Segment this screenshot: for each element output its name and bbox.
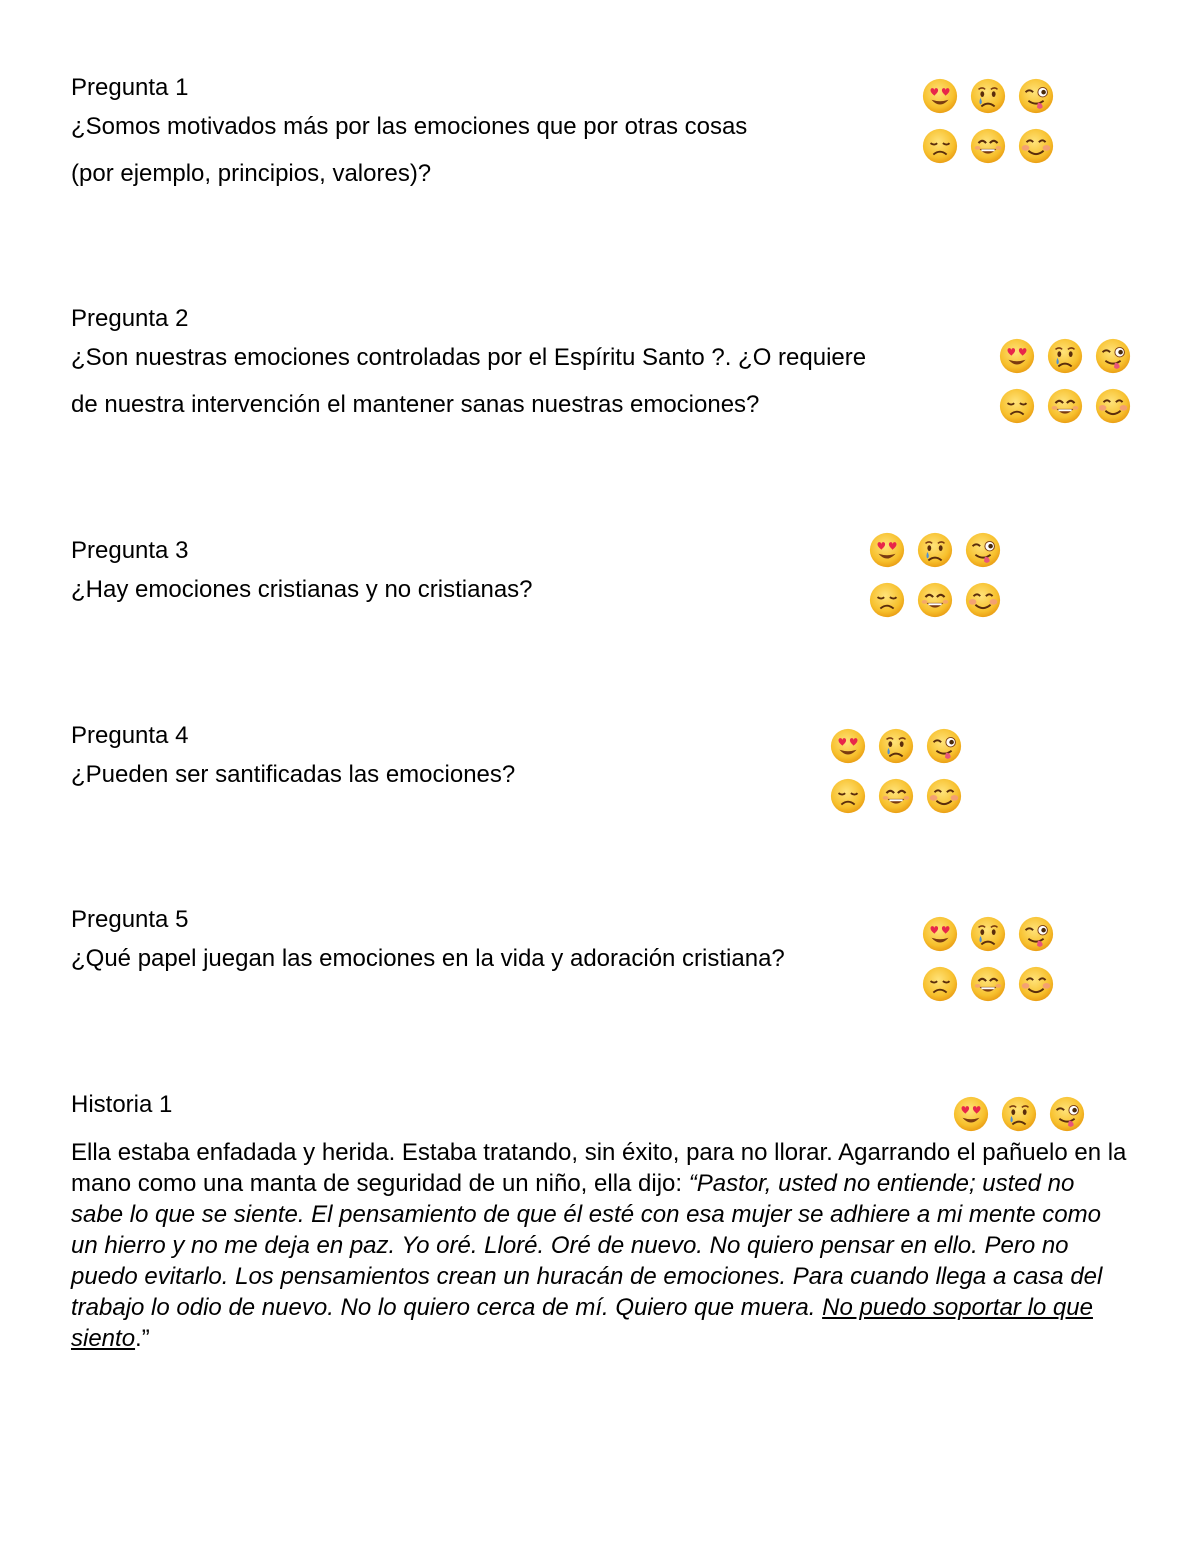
blushing-smile-icon[interactable] <box>1094 387 1132 425</box>
emoji-reaction-grid <box>868 531 1002 619</box>
emoji-reaction-grid <box>921 915 1055 1003</box>
winking-tongue-icon[interactable] <box>1094 337 1132 375</box>
question-title: Pregunta 2 <box>71 305 189 332</box>
heart-eyes-icon[interactable] <box>829 727 867 765</box>
story-underlined-text: No puedo soportar lo que siento <box>71 1294 1093 1352</box>
emoji-reaction-grid <box>921 77 1055 165</box>
sad-icon[interactable] <box>921 127 959 165</box>
story-body <box>71 1137 1131 1354</box>
blushing-smile-icon[interactable] <box>964 581 1002 619</box>
smiling-icon[interactable] <box>916 581 954 619</box>
emoji-reaction-grid <box>998 337 1132 425</box>
question-text-line: ¿Pueden ser santificadas las emociones? <box>71 761 516 788</box>
emoji-reaction-grid <box>829 727 963 815</box>
question-text-line: (por ejemplo, principios, valores)? <box>71 160 432 187</box>
crying-icon[interactable] <box>877 727 915 765</box>
emoji-reaction-grid <box>952 1095 1086 1133</box>
question-text-line: ¿Somos motivados más por las emociones que por otras cosas <box>71 113 748 140</box>
heart-eyes-icon[interactable] <box>921 77 959 115</box>
question-5 <box>71 905 785 982</box>
story-title: Historia 1 <box>71 1091 173 1118</box>
blushing-smile-icon[interactable] <box>1017 127 1055 165</box>
story-closing: .” <box>135 1325 150 1352</box>
question-title: Pregunta 3 <box>71 537 189 564</box>
blushing-smile-icon[interactable] <box>925 777 963 815</box>
sad-icon[interactable] <box>998 387 1036 425</box>
question-text-line: de nuestra intervención el mantener sanas nuestras emociones? <box>71 391 760 418</box>
crying-icon[interactable] <box>1000 1095 1038 1133</box>
winking-tongue-icon[interactable] <box>964 531 1002 569</box>
winking-tongue-icon[interactable] <box>1017 915 1055 953</box>
question-text-line: ¿Qué papel juegan las emociones en la vida y adoración cristiana? <box>71 945 785 972</box>
smiling-icon[interactable] <box>969 965 1007 1003</box>
question-1 <box>71 73 747 197</box>
sad-icon[interactable] <box>921 965 959 1003</box>
question-4 <box>71 721 515 798</box>
winking-tongue-icon[interactable] <box>1048 1095 1086 1133</box>
heart-eyes-icon[interactable] <box>868 531 906 569</box>
question-title: Pregunta 4 <box>71 722 189 749</box>
crying-icon[interactable] <box>969 77 1007 115</box>
question-title: Pregunta 1 <box>71 74 189 101</box>
story-plain-text: Ella estaba enfadada y herida. Estaba tratando, sin éxito, para no llorar. Agarrando el pañuelo en la mano como una manta de seguridad de un niño, ella dijo: <box>71 1139 1127 1197</box>
question-2 <box>71 304 866 428</box>
crying-icon[interactable] <box>1046 337 1084 375</box>
winking-tongue-icon[interactable] <box>925 727 963 765</box>
winking-tongue-icon[interactable] <box>1017 77 1055 115</box>
smiling-icon[interactable] <box>877 777 915 815</box>
question-3 <box>71 536 533 613</box>
smiling-icon[interactable] <box>969 127 1007 165</box>
crying-icon[interactable] <box>916 531 954 569</box>
heart-eyes-icon[interactable] <box>998 337 1036 375</box>
smiling-icon[interactable] <box>1046 387 1084 425</box>
story-quote-text: “Pastor, usted no entiende; usted no sabe lo que se siente. El pensamiento de que él esté con esa mujer se adhiere a mi mente como un hierro y no me deja en paz. Yo oré. Lloré. Oré de nuevo. No quiero pensar en ello. Pero no puedo evitarlo. Los pensamientos crean un huracán de emociones. Para cuando llega a casa del trabajo lo odio de nuevo. No lo quiero cerca de mí. Quiero que muera. <box>71 1170 1103 1321</box>
crying-icon[interactable] <box>969 915 1007 953</box>
question-text-line: ¿Hay emociones cristianas y no cristianas? <box>71 576 533 603</box>
sad-icon[interactable] <box>829 777 867 815</box>
question-text-line: ¿Son nuestras emociones controladas por el Espíritu Santo ?. ¿O requiere <box>71 344 867 371</box>
question-title: Pregunta 5 <box>71 906 189 933</box>
heart-eyes-icon[interactable] <box>952 1095 990 1133</box>
blushing-smile-icon[interactable] <box>1017 965 1055 1003</box>
story-quote <box>71 1170 1102 1352</box>
heart-eyes-icon[interactable] <box>921 915 959 953</box>
sad-icon[interactable] <box>868 581 906 619</box>
